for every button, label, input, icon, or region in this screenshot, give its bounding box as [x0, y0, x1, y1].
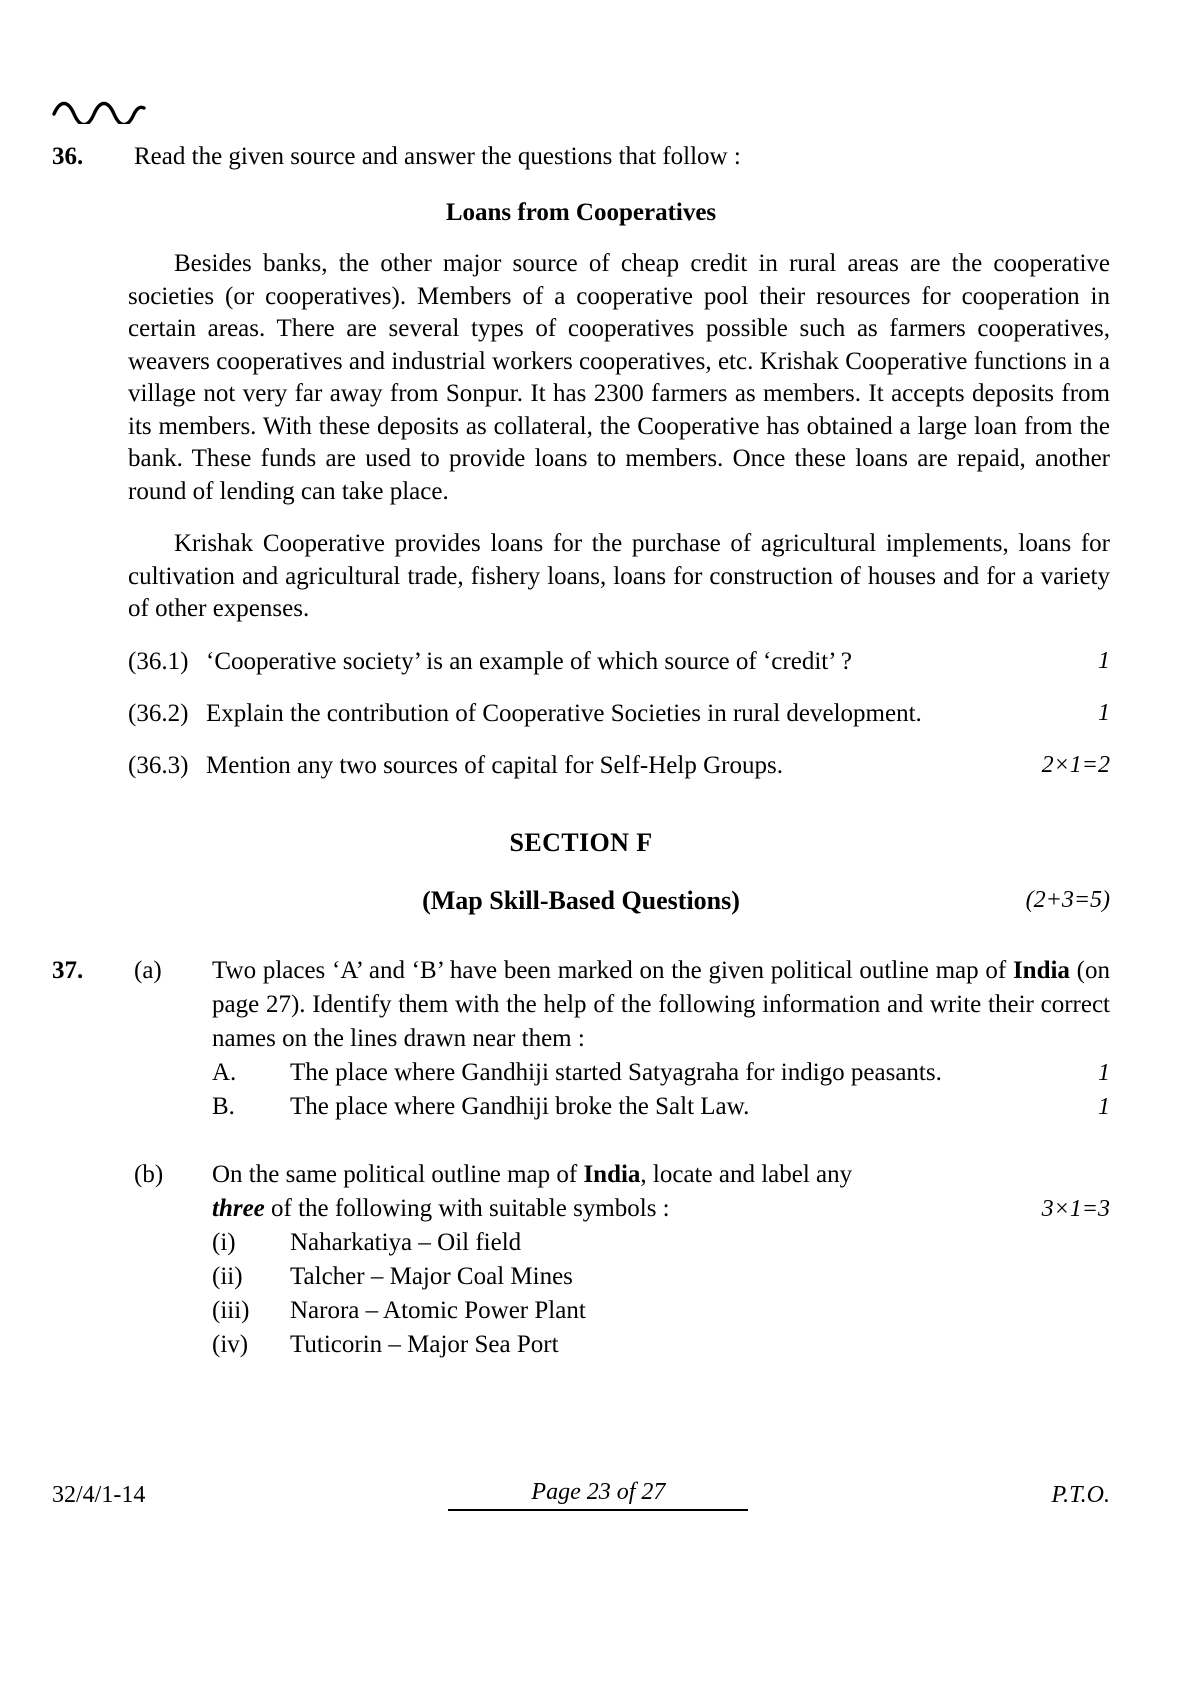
part-b-emphasis-three: three [212, 1194, 265, 1222]
part-a-text-before: Two places ‘A’ and ‘B’ have been marked on the given political outline map of [212, 956, 1013, 984]
subquestion-36-2 [128, 697, 1110, 730]
question-37-body [134, 954, 1110, 1362]
part-b-item-ii-text: Talcher – Major Coal Mines [290, 1262, 573, 1290]
part-b-lead-text [212, 1158, 1110, 1192]
part-b-bold-india: India [583, 1160, 641, 1188]
source-title: Loans from Cooperatives [445, 199, 717, 226]
part-b-marks: 3×1=3 [1041, 1195, 1110, 1222]
source-paragraph-1: Besides banks, the other major source of cheap credit in rural areas are the cooperative societies (or cooperatives). Members of a cooperative pool their resources for cooperation in certain areas. There are several types of cooperatives possible such as farmers cooperatives, weavers cooperatives and industrial workers cooperatives, etc. Krishak Cooperative functions in a village not very far away from Sonpur. It has 2300 farmers as members. It accepts deposits from its members. With these deposits as collateral, the Cooperative has obtained a large loan from the bank. These funds are used to provide loans to members. Once these loans are repaid, another round of lending can take place. [128, 250, 1110, 505]
part-b-item-ii-label: (ii) [212, 1262, 243, 1290]
footer-page-number: Page 23 of 27 [448, 1479, 748, 1511]
subquestion-36-1 [128, 645, 1110, 678]
subquestion-36-1-label: (36.1) [128, 647, 189, 675]
subquestion-36-1-text: ‘Cooperative society’ is an example of which source of ‘credit’ ? [206, 647, 853, 675]
part-a-bold-india: India [1012, 956, 1070, 984]
part-b-text-after: , locate and label any [640, 1160, 853, 1188]
part-b-item-iv-label: (iv) [212, 1330, 249, 1358]
part-a-item-A [212, 1056, 1110, 1090]
part-a-item-A-marks: 1 [1098, 1059, 1110, 1086]
footer-paper-code: 32/4/1-14 [52, 1481, 146, 1508]
subquestion-36-2-marks: 1 [1098, 699, 1110, 726]
part-b-item-ii [212, 1260, 1110, 1294]
part-a-text-after: (on page 27). Identify them with the help of the following information and write their correct names on the lines drawn near them : [212, 956, 1111, 1052]
subquestion-36-3 [128, 749, 1110, 782]
part-a-item-A-text: The place where Gandhiji started Satyagraha for indigo peasants. [290, 1058, 942, 1086]
part-a-label: (a) [134, 956, 162, 984]
part-a-text [212, 954, 1110, 1056]
part-b-item-iii [212, 1294, 1110, 1328]
subquestion-36-3-label: (36.3) [128, 751, 189, 779]
part-b-item-iv [212, 1328, 1110, 1362]
part-b-item-i-label: (i) [212, 1228, 236, 1256]
question-37 [52, 954, 1110, 1362]
part-a-item-B-marks: 1 [1098, 1093, 1110, 1120]
page-footer [52, 1479, 1110, 1511]
section-f-subtitle-row [52, 886, 1110, 916]
subquestion-36-3-body [206, 749, 1110, 782]
part-a-item-B-text: The place where Gandhiji broke the Salt Law. [290, 1092, 750, 1120]
subquestion-36-3-text: Mention any two sources of capital for Self-Help Groups. [206, 751, 783, 779]
part-b-item-iii-text: Narora – Atomic Power Plant [290, 1296, 586, 1324]
subquestion-36-2-body [206, 697, 1110, 730]
subquestion-36-1-marks: 1 [1098, 647, 1110, 674]
footer-pto: P.T.O. [1051, 1481, 1110, 1508]
subquestion-36-2-label: (36.2) [128, 699, 189, 727]
section-f-marks: (2+3=5) [1025, 886, 1110, 913]
subquestion-36-2-text: Explain the contribution of Cooperative Societies in rural development. [206, 699, 922, 727]
section-f-subtitle: (Map Skill-Based Questions) [422, 885, 740, 915]
subquestion-36-1-body [206, 645, 1110, 678]
part-a-item-B [212, 1090, 1110, 1124]
part-a-item-A-label: A. [212, 1058, 237, 1086]
section-f-title: SECTION F [509, 827, 653, 857]
part-b-item-i [212, 1226, 1110, 1260]
source-paragraph-2: Krishak Cooperative provides loans for the purchase of agricultural implements, loans for cultivation and agricultural trade, fishery loans, loans for construction of houses and for a variety of other expenses. [128, 530, 1110, 622]
part-b-content [212, 1158, 1110, 1362]
part-b-label: (b) [134, 1160, 164, 1188]
question-36-prompt: Read the given source and answer the questions that follow : [134, 143, 741, 170]
part-b-lead-line1 [212, 1158, 1110, 1192]
part-b-lead-line2 [212, 1192, 1110, 1226]
question-37-part-a [134, 954, 1110, 1124]
question-36 [52, 140, 1110, 174]
source-passage [128, 248, 1110, 626]
question-36-number: 36. [52, 143, 84, 170]
question-37-number: 37. [52, 956, 84, 984]
part-b-text-before: On the same political outline map of [212, 1160, 584, 1188]
part-a-item-B-label: B. [212, 1092, 235, 1120]
part-b-item-i-text: Naharkatiya – Oil field [290, 1228, 522, 1256]
question-37-part-b [134, 1158, 1110, 1362]
part-a-content [212, 954, 1110, 1124]
part-b-item-iii-label: (iii) [212, 1296, 250, 1324]
part-b-item-iv-text: Tuticorin – Major Sea Port [290, 1330, 559, 1358]
subquestion-36-3-marks: 2×1=2 [1041, 751, 1110, 778]
part-b-lead-rest: of the following with suitable symbols : [264, 1194, 670, 1222]
